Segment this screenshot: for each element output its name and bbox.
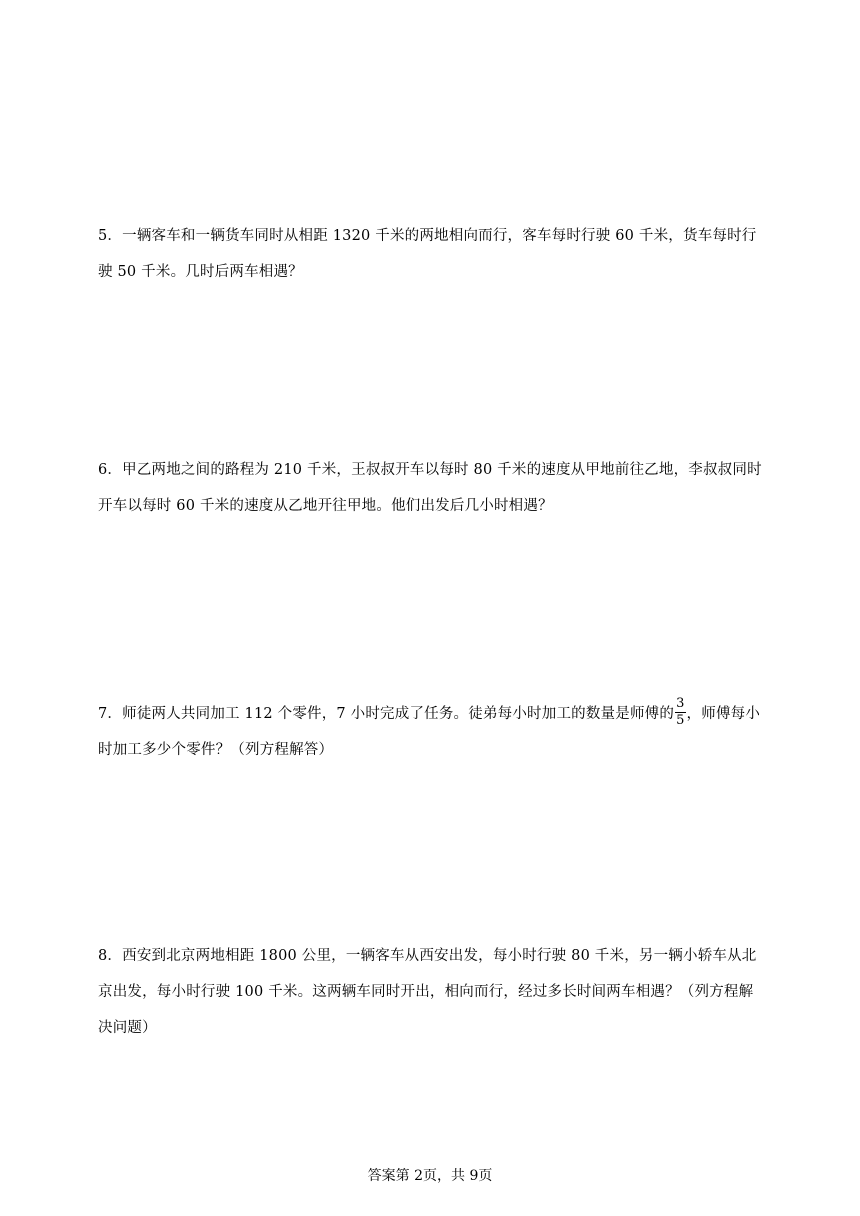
problem-8: [98, 938, 778, 1046]
problem-8-line-2: 京出发，每小时行驶 100 千米。这两辆车同时开出，相向而行，经过多长时间两车相遇？（列方程解: [98, 984, 754, 1000]
problem-5: [98, 218, 778, 290]
fraction-numerator: 3: [676, 695, 685, 711]
problem-6-line-2: 开车以每时 60 千米的速度从乙地开往甲地。他们出发后几小时相遇？: [98, 498, 553, 514]
fraction-denominator: 5: [676, 712, 685, 728]
problem-8-line-1: 8．西安到北京两地相距 1800 公里，一辆客车从西安出发，每小时行驶 80 千米，另一辆小轿车从北: [98, 948, 757, 964]
problem-7-text-before-fraction: 7．师徒两人共同加工 112 个零件，7 小时完成了任务。徒弟每小时加工的数量是师傅的: [98, 706, 675, 722]
problem-5-line-1: 5．一辆客车和一辆货车同时从相距 1320 千米的两地相向而行，客车每时行驶 60 千米，货车每时行: [98, 228, 757, 244]
problem-5-line-2: 驶 50 千米。几时后两车相遇？: [98, 264, 303, 280]
page-footer: 答案第 2页，共 9页: [367, 1168, 493, 1184]
problem-7: [98, 696, 778, 768]
problem-6: [98, 452, 778, 524]
problem-6-line-1: 6．甲乙两地之间的路程为 210 千米，王叔叔开车以每时 80 千米的速度从甲地前往乙地，李叔叔同时: [98, 462, 762, 478]
problem-7-line-2: 时加工多少个零件？（列方程解答）: [98, 742, 334, 758]
problem-8-line-3: 决问题）: [98, 1020, 157, 1036]
problem-7-line-1: [98, 696, 778, 732]
problem-7-text-after-fraction: ，师傅每小: [686, 706, 761, 722]
fraction-three-fifths: [675, 696, 685, 729]
